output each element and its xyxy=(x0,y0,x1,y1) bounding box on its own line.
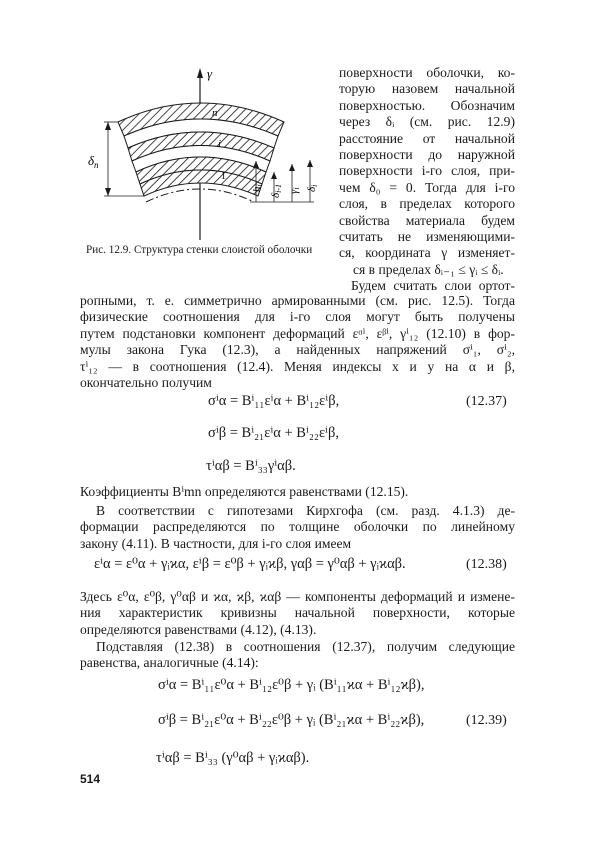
paragraph-line: В соответствии с гипотезами Кирхгофа (см. разд. 4.1.3) де- xyxy=(96,503,515,518)
paragraph-line: закону (4.11). В частности, для i-го слоя имеем xyxy=(80,535,352,551)
right-column-line: ся в пределах δᵢ₋₁ ≤ γᵢ ≤ δᵢ. xyxy=(353,261,504,277)
right-column-line: ся, координата γ изменяет- xyxy=(339,245,515,261)
right-column-line: торую назовем начальной xyxy=(339,81,515,97)
right-column-line: чем δ₀ = 0. Тогда для i-го xyxy=(339,179,515,195)
h-i-label: hi xyxy=(251,184,264,192)
equation-12-38-number: (12.38) xyxy=(466,557,507,572)
paragraph-1 xyxy=(80,293,515,391)
right-column-line: поверхности до наружной xyxy=(339,147,515,163)
paragraph-3 xyxy=(80,503,515,552)
paragraph-4 xyxy=(80,589,515,638)
right-column-line: поверхности оболочки, ко- xyxy=(339,65,515,80)
paragraph-line: определяются равенствами (4.12), (4.13). xyxy=(80,621,317,637)
equation-12-37-number: (12.37) xyxy=(466,394,507,409)
delta-n-label: $\delta_n$ xyxy=(88,153,99,170)
equation-12-38: εⁱα = ε⁰α + γᵢϰα, εⁱβ = ε⁰β + γᵢϰβ, γαβ = γ⁰αβ + γᵢϰαβ. xyxy=(94,556,406,572)
paragraph-line: τⁱ₁₂ — в соотношения (12.4). Меняя индексы x и y на α и β, xyxy=(80,358,515,374)
paragraph-line: Здесь ε⁰α, ε⁰β, γ⁰αβ и ϰα, ϰβ, ϰαβ — компоненты деформаций и измене- xyxy=(80,589,515,604)
paragraph-line: окончательно получим xyxy=(80,375,212,391)
equation-12-39-number: (12.39) xyxy=(466,713,507,728)
paragraph-line: равенства, аналогичные (4.14): xyxy=(80,655,259,671)
delta-i-label: δi xyxy=(306,184,319,192)
paragraph-line: путем подстановки компонент деформаций εᵅⁱ, εᵝⁱ, γⁱ₁₂ (12.10) в фор- xyxy=(80,325,515,341)
delta-i-1-label: δi-1 xyxy=(270,183,283,198)
right-column xyxy=(339,65,515,295)
gamma-axis-arrow xyxy=(197,68,203,78)
paragraph-5 xyxy=(80,639,515,672)
paragraph-2: Коэффициенты Bⁱmn определяются равенствами (12.15). xyxy=(80,484,409,499)
right-column-line: свойства материала будем xyxy=(339,212,515,228)
layer-n-label: n xyxy=(212,107,218,119)
page-number: 514 xyxy=(80,772,101,786)
gamma-i-label: γi xyxy=(288,187,301,194)
right-column-line: расстояние от начальной xyxy=(339,130,515,146)
right-column-line: считать не изменяющими- xyxy=(339,229,515,245)
paragraph-line: ния характеристик кривизны начальной поверхности, которые xyxy=(80,605,515,621)
equation-12-37-line-1: σⁱα = Bⁱ₁₁εⁱα + Bⁱ₁₂εⁱβ, xyxy=(208,393,340,409)
paragraph-line: физические соотношения для i-го слоя могут быть получены xyxy=(80,309,515,325)
layer-i-label: i xyxy=(218,138,222,150)
paragraph-line: мулы закона Гука (12.3), а найденных напряжений σⁱ₁, σⁱ₂, xyxy=(80,342,515,358)
right-column-line: через δᵢ (см. рис. 12.9) xyxy=(339,114,515,130)
equation-12-39-line-1: σⁱα = Bⁱ₁₁ε⁰α + Bⁱ₁₂ε⁰β + γᵢ (Bⁱ₁₁ϰα + Bⁱ₁₂ϰβ), xyxy=(158,677,425,693)
right-column-line: слоя, в пределах которого xyxy=(339,196,515,212)
right-column-line: поверхности i-го слоя, при- xyxy=(339,163,515,179)
equation-12-37-line-2: σⁱβ = Bⁱ₂₁εⁱα + Bⁱ₂₂εⁱβ, xyxy=(208,425,339,441)
paragraph-line: Подставляя (12.38) в соотношения (12.37), получим следующие xyxy=(96,639,515,654)
layer-1-label: 1 xyxy=(221,171,226,182)
figure-caption: Рис. 12.9. Структура стенки слоистой оболочки xyxy=(86,244,313,256)
paragraph-line: ропными, т. е. симметрично армированными (см. рис. 12.5). Тогда xyxy=(80,293,515,308)
equation-12-39-line-3: τⁱαβ = Bⁱ₃₃ (γ⁰αβ + γᵢϰαβ). xyxy=(156,750,310,766)
equation-12-37-line-3: τⁱαβ = Bⁱ₃₃γⁱαβ. xyxy=(206,458,296,474)
right-column-line: поверхностью. Обозначим xyxy=(339,97,515,113)
gamma-label: γ xyxy=(207,66,213,81)
equation-12-39-line-2: σⁱβ = Bⁱ₂₁ε⁰α + Bⁱ₂₂ε⁰β + γᵢ (Bⁱ₂₁ϰα + Bⁱ₂₂ϰβ), xyxy=(158,712,425,728)
right-column-line: Будем считать слои ортот- xyxy=(351,278,515,294)
figure-12-9 xyxy=(78,64,340,244)
paragraph-line: формации распределяются по толщине оболочки по линейному xyxy=(80,519,515,535)
